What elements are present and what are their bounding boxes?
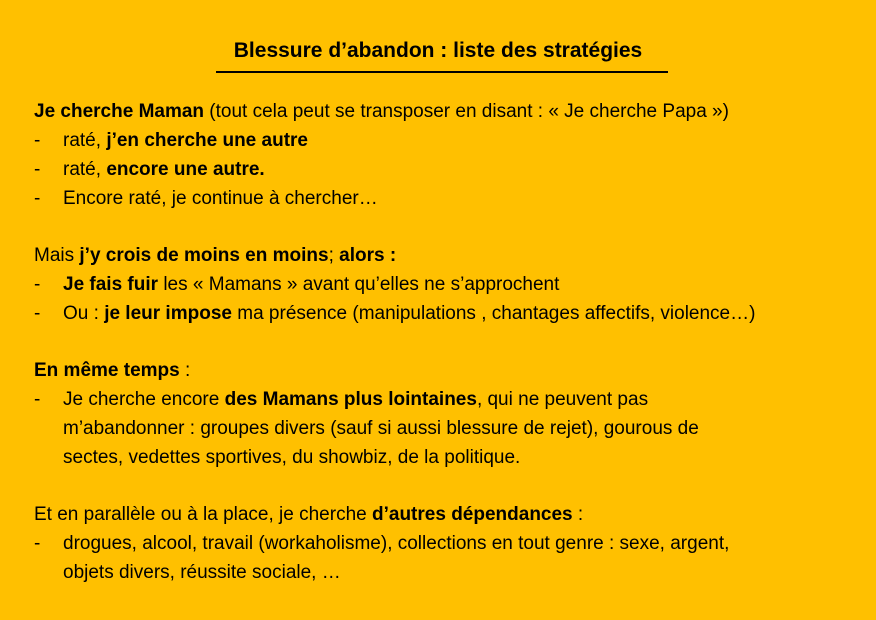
section2-bullet-1 bbox=[34, 270, 864, 299]
bullet-bold: des Mamans plus lointaines bbox=[224, 389, 477, 410]
spacer bbox=[34, 328, 864, 356]
section2-bullet-2 bbox=[34, 299, 864, 328]
bullet-dash: - bbox=[34, 188, 41, 209]
bullet-bold: Je fais fuir bbox=[63, 274, 159, 295]
bullet-plain: raté, bbox=[63, 130, 107, 151]
section4-intro bbox=[34, 500, 864, 529]
bullet-rest: les « Mamans » avant qu’elles ne s’approchent bbox=[158, 274, 560, 295]
section2-intro-mid: ; bbox=[328, 245, 340, 266]
section1-bullet-3 bbox=[34, 184, 864, 213]
section1-bullet-2 bbox=[34, 155, 864, 184]
section2-intro-bold1: j’y crois de moins en moins bbox=[79, 245, 329, 266]
bullet-plain: drogues, alcool, travail (workaholisme), collections en tout genre : sexe, argent, bbox=[63, 533, 730, 554]
bullet-rest: , qui ne peuvent pas bbox=[476, 389, 649, 410]
bullet-dash: - bbox=[34, 130, 41, 151]
section1-bullet-1 bbox=[34, 126, 864, 155]
bullet-plain: Je cherche encore bbox=[63, 389, 225, 410]
bullet-bold: j’en cherche une autre bbox=[106, 130, 308, 151]
section3-intro-bold: En même temps bbox=[34, 360, 180, 381]
bullet-bold: je leur impose bbox=[104, 303, 232, 324]
section1-intro-rest: (tout cela peut se transposer en disant : « Je cherche Papa ») bbox=[204, 101, 729, 122]
section4-intro-plain: Et en parallèle ou à la place, je cherche bbox=[34, 504, 372, 525]
section1-intro bbox=[34, 97, 864, 126]
bullet-dash: - bbox=[34, 303, 41, 324]
section4-intro-rest: : bbox=[572, 504, 584, 525]
section1-intro-bold: Je cherche Maman bbox=[34, 101, 205, 122]
section3-intro-rest: : bbox=[179, 360, 191, 381]
bullet-rest: ma présence (manipulations , chantages affectifs, violence…) bbox=[231, 303, 756, 324]
bullet-plain: Ou : bbox=[63, 303, 105, 324]
section2-intro-bold2: alors : bbox=[339, 245, 397, 266]
section2-intro bbox=[34, 241, 864, 270]
bullet-dash: - bbox=[34, 274, 41, 295]
bullet-plain: Encore raté, je continue à chercher… bbox=[63, 188, 378, 209]
title-underline bbox=[216, 71, 668, 73]
slide-body bbox=[34, 97, 864, 587]
bullet-dash: - bbox=[34, 533, 41, 554]
section4-bullet bbox=[34, 529, 864, 558]
bullet-dash: - bbox=[34, 389, 41, 410]
section4-intro-bold: d’autres dépendances bbox=[372, 504, 573, 525]
spacer bbox=[34, 472, 864, 500]
slide-title: Blessure d’abandon : liste des stratégies bbox=[233, 39, 643, 62]
section2-intro-plain: Mais bbox=[34, 245, 80, 266]
section4-bullet-cont1: objets divers, réussite sociale, … bbox=[63, 562, 341, 583]
section3-bullet-cont1: m’abandonner : groupes divers (sauf si aussi blessure de rejet), gourous de bbox=[63, 418, 699, 439]
spacer bbox=[34, 213, 864, 241]
bullet-dash: - bbox=[34, 159, 41, 180]
bullet-bold: encore une autre. bbox=[106, 159, 265, 180]
section3-bullet-cont2: sectes, vedettes sportives, du showbiz, de la politique. bbox=[63, 447, 521, 468]
section3-bullet bbox=[34, 385, 864, 414]
section3-intro bbox=[34, 356, 864, 385]
bullet-plain: raté, bbox=[63, 159, 107, 180]
